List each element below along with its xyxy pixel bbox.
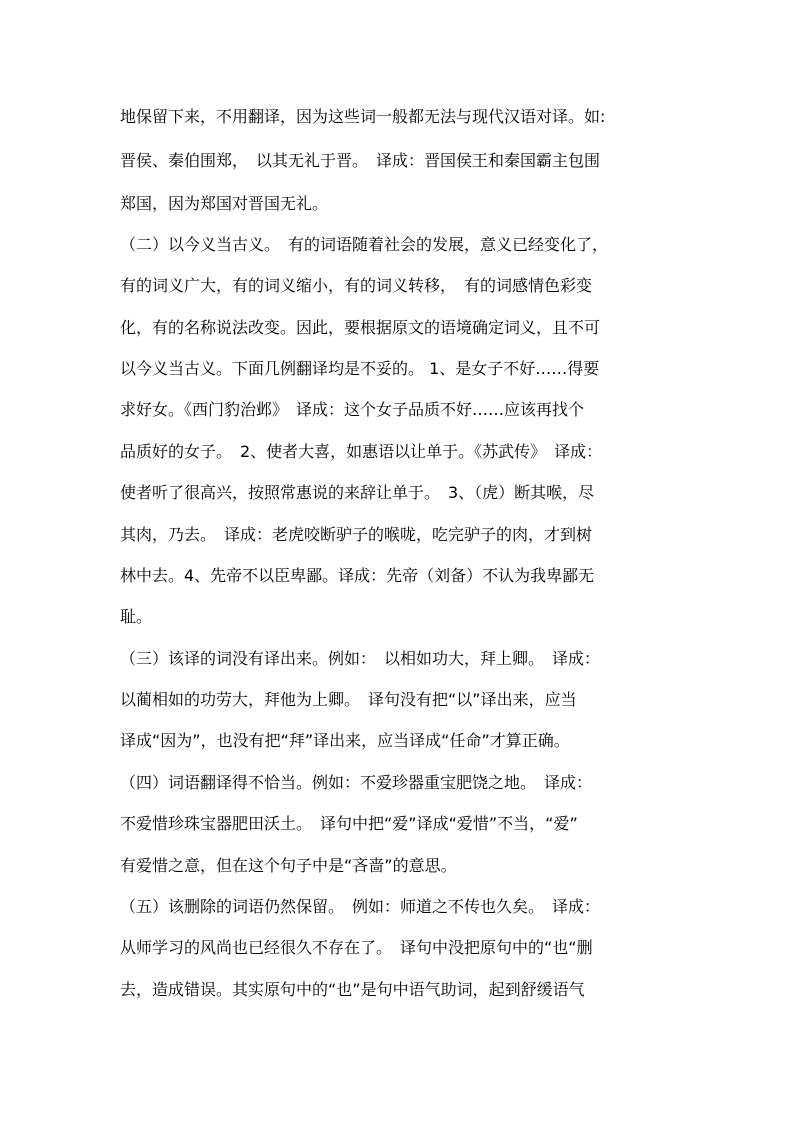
text-line: 品质好的女子。 2、使者大喜，如惠语以让单于。《苏武传》 译成： bbox=[120, 442, 603, 461]
text-line: 林中去。4、先帝不以臣卑鄙。译成：先帝（刘备）不认为我卑鄙无 bbox=[120, 566, 595, 585]
text-line: 有爱惜之意，但在这个句子中是“吝啬”的意思。 bbox=[120, 856, 457, 875]
text-line: （二）以今义当古义。 有的词语随着社会的发展，意义已经变化了， bbox=[120, 235, 609, 254]
text-line: 使者听了很高兴，按照常惠说的来辞让单于。 3、（虎）断其喉，尽 bbox=[120, 483, 595, 502]
text-line: （五）该删除的词语仍然保留。 例如：师道之不传也久矣。 译成： bbox=[120, 897, 601, 916]
text-line: 地保留下来，不用翻译，因为这些词一般都无法与现代汉语对译。如: bbox=[120, 107, 606, 126]
text-line: 郑国，因为郑国对晋国无礼。 bbox=[120, 194, 329, 213]
text-line: 其肉，乃去。 译成：老虎咬断驴子的喉咙，吃完驴子的肉，才到树 bbox=[120, 525, 593, 544]
text-line: 去，造成错误。其实原句中的“也”是句中语气助词，起到舒缓语气 bbox=[120, 980, 585, 999]
text-line: 不爱惜珍珠宝器肥田沃土。 译句中把“爱”译成“爱惜”不当，“爱” bbox=[120, 814, 578, 833]
text-line: 译成“因为”，也没有把“拜”译出来，应当译成“任命”才算正确。 bbox=[120, 731, 570, 750]
text-line: 耻。 bbox=[120, 607, 153, 626]
text-line: 求好女。《西门豹治邺》 译成：这个女子品质不好……应该再找个 bbox=[120, 400, 585, 419]
text-line: 从师学习的风尚也已经很久不存在了。 译句中没把原句中的“也“删 bbox=[120, 938, 593, 957]
text-line: 有的词义广大，有的词义缩小，有的词义转移， 有的词感情色彩变 bbox=[120, 276, 593, 295]
text-line: 晋侯、秦伯围郑， 以其无礼于晋。 译成：晋国侯王和秦国霸主包围 bbox=[120, 151, 601, 170]
text-line: （四）词语翻译得不恰当。例如：不爱珍器重宝肥饶之地。 译成： bbox=[120, 773, 593, 792]
text-line: 以今义当古义。下面几例翻译均是不妥的。 1、是女子不好……得要 bbox=[120, 359, 600, 378]
text-line: 化，有的名称说法改变。因此，要根据原文的语境确定词义，且不可 bbox=[120, 318, 601, 337]
text-line: 以蔺相如的功劳大，拜他为上卿。 译句没有把“以”译出来，应当 bbox=[120, 690, 577, 709]
text-line: （三）该译的词没有译出来。例如： 以相如功大，拜上卿。 译成： bbox=[120, 649, 601, 668]
